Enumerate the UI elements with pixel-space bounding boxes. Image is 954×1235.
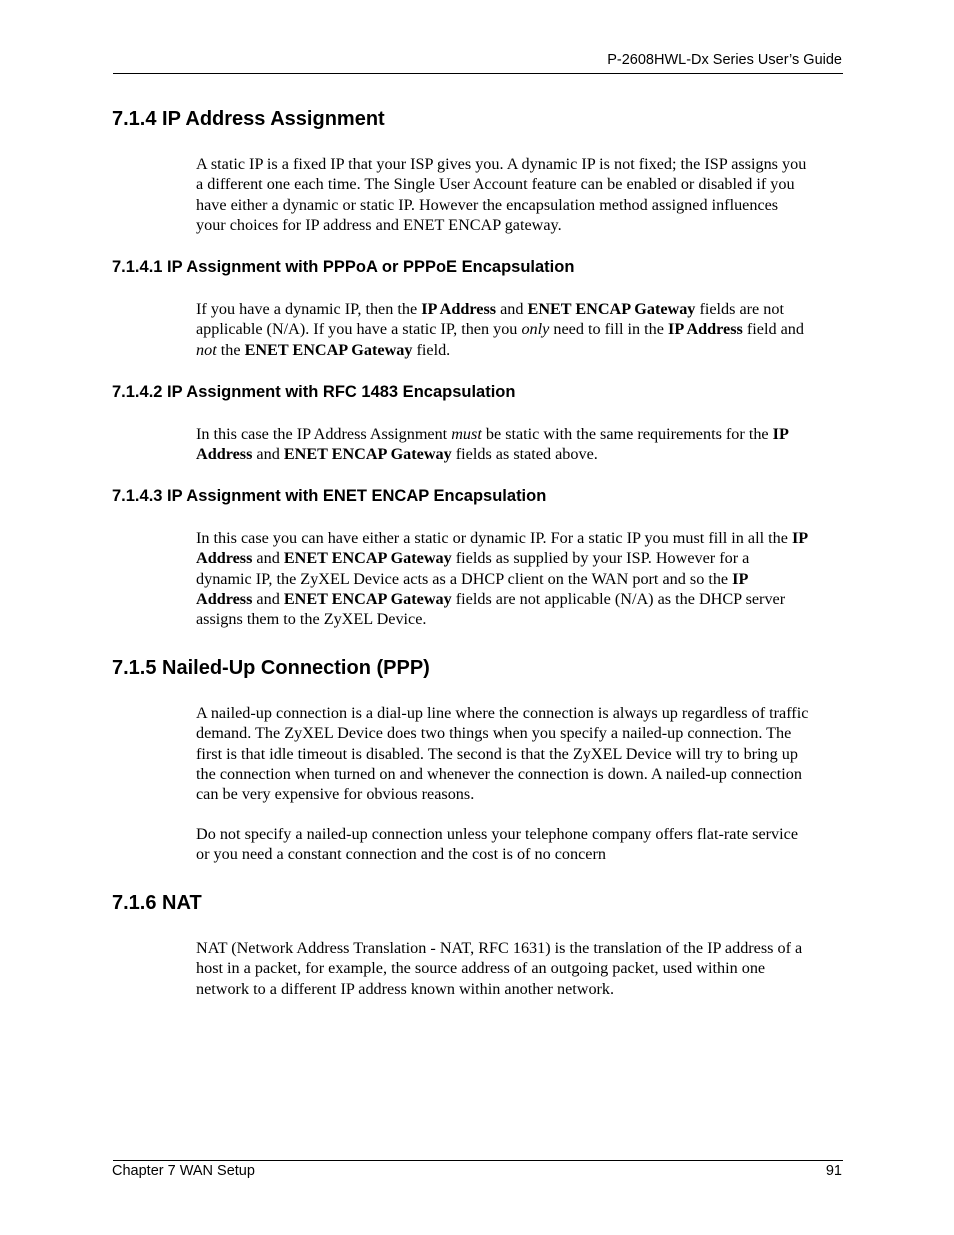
paragraph-nailed-up-1: A nailed-up connection is a dial-up line where the connection is always up regardless of traffic demand. The ZyXEL Device does two things when you specify a nailed-up connection. The first is that idle timeout is disabled. The second is that the ZyXEL Device will try to bring up the connection when turned on and whenever the connection is down. A nailed-up connection can be very expensive for obvious reasons. (196, 704, 809, 804)
heading-rfc-1483: 7.1.4.2 IP Assignment with RFC 1483 Encapsulation (112, 383, 516, 401)
heading-enet-encap: 7.1.4.3 IP Assignment with ENET ENCAP Encapsulation (112, 487, 547, 505)
header-rule (113, 73, 843, 74)
paragraph-pppoa-pppoe: If you have a dynamic IP, then the IP Address and ENET ENCAP Gateway fields are not applicable (N/A). If you have a static IP, then you only need to fill in the IP Address field and not the ENET ENCAP Gateway field. (196, 300, 804, 359)
paragraph-nailed-up-2: Do not specify a nailed-up connection unless your telephone company offers flat-rate service or you need a constant connection and the cost is of no concern (196, 825, 799, 864)
footer-rule (113, 1160, 843, 1161)
paragraph-ip-address-assignment: A static IP is a fixed IP that your ISP gives you. A dynamic IP is not fixed; the ISP assigns you a different one each time. The Single User Account feature can be enabled or disabled if you have either a dynamic or static IP. However the encapsulation method assigned influences your choices for IP address and ENET ENCAP gateway. (196, 155, 807, 234)
page-number: 91 (825, 1163, 842, 1179)
heading-ip-address-assignment: 7.1.4 IP Address Assignment (112, 108, 385, 130)
heading-pppoa-pppoe: 7.1.4.1 IP Assignment with PPPoA or PPPoE Encapsulation (112, 258, 575, 276)
paragraph-nat: NAT (Network Address Translation - NAT, RFC 1631) is the translation of the IP address of a host in a packet, for example, the source address of an outgoing packet, used within one network to a different IP address known within another network. (196, 939, 803, 998)
running-header: P-2608HWL-Dx Series User’s Guide (607, 52, 842, 68)
heading-nat: 7.1.6 NAT (112, 892, 202, 914)
paragraph-enet-encap: In this case you can have either a static or dynamic IP. For a static IP you must fill in all the IP Address and ENET ENCAP Gateway fields as supplied by your ISP. However for a dynamic IP, the ZyXEL Device acts as a DHCP client on the WAN port and so the IP Address and ENET ENCAP Gateway fields are not applicable (N/A) as the DHCP server assigns them to the ZyXEL Device. (196, 529, 809, 629)
footer-chapter: Chapter 7 WAN Setup (112, 1163, 255, 1179)
heading-nailed-up-connection: 7.1.5 Nailed-Up Connection (PPP) (112, 657, 430, 679)
paragraph-rfc-1483: In this case the IP Address Assignment must be static with the same requirements for the IP Address and ENET ENCAP Gateway fields as stated above. (196, 425, 789, 464)
